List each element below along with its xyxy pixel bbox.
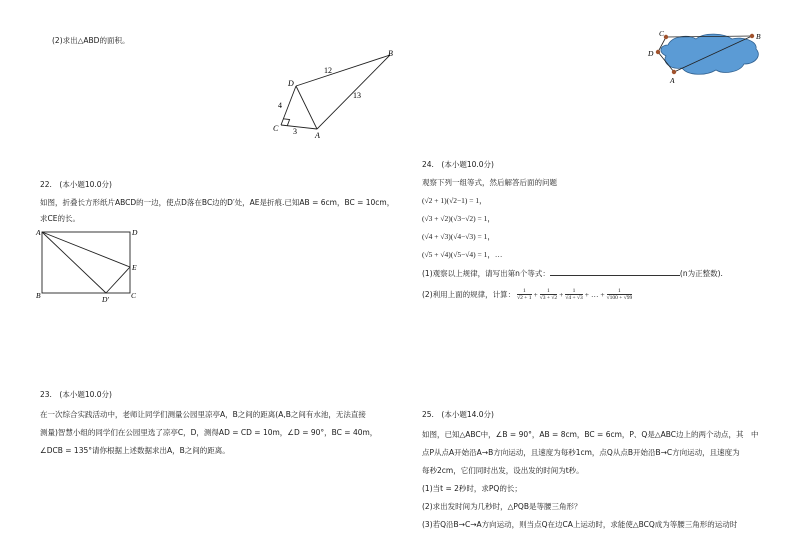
segment-ca <box>281 125 317 129</box>
q24-part-1-prompt: (1)观察以上规律，请写出第n个等式： <box>422 269 550 278</box>
q24-part-1-suffix: (n为正整数). <box>679 269 723 278</box>
q24-equation-1: (√2 + 1)(√2−1) = 1， <box>422 196 487 205</box>
segment-da <box>296 86 317 129</box>
q24-intro: 观察下列一组等式，然后解答后面的问题 <box>422 178 557 187</box>
fraction-2: $\frac{1}{√3 + √2}$ <box>539 288 558 301</box>
segment-dpe <box>106 267 130 293</box>
q23-pond-figure <box>636 26 770 90</box>
q25-part-3: (3)若Q沿B→C→A方向运动，则当点Q在边CA上运动时，求能使△BCQ成为等腰三角形的运动时 <box>422 520 738 529</box>
q24-equation-3: (√4 + √3)(√4−√3) = 1， <box>422 232 495 241</box>
q23-line-2: 测量)智慧小组的同学们在公园里选了凉亭C，D，测得AD = CD = 10m，∠D = 90°，BC = 40m， <box>40 428 378 437</box>
q22-header: 22. (本小题10.0分) <box>40 180 112 189</box>
label-d: D <box>132 228 138 237</box>
q22-rectangle-figure <box>34 224 150 304</box>
label-b: B <box>388 49 393 58</box>
segment-db <box>296 55 390 86</box>
q24-header: 24. (本小题10.0分) <box>422 160 494 169</box>
q22-line-2: 求CE的长。 <box>40 214 80 223</box>
pavilion-c-marker <box>664 35 668 39</box>
label-a: A <box>36 228 41 237</box>
q25-header: 25. (本小题14.0分) <box>422 410 494 419</box>
label-c: C <box>273 124 279 133</box>
q22-line-1: 如图，折叠长方形纸片ABCD的一边，使点D落在BC边的D′处，AE是折痕.已知AB = 6cm，BC = 10cm， <box>40 198 395 207</box>
answer-blank <box>550 268 680 276</box>
fraction-1: 1 √2 + 1 <box>517 288 532 301</box>
q25-line-1: 如图，已知△ABC中，∠B = 90°，AB = 8cm，BC = 6cm，P、Q是△ABC边上的两个动点，其 中 <box>422 430 759 439</box>
q21-triangle-figure <box>268 48 398 140</box>
right-angle-mark <box>284 119 290 126</box>
q23-line-1: 在一次综合实践活动中，老师让同学们测量公园里凉亭A，B之间的距离(A,B之间有水池，无法直接 <box>40 410 366 419</box>
fold-line-ae <box>42 232 130 267</box>
pavilion-b-marker <box>750 34 754 38</box>
label-d-prime: D′ <box>102 295 110 304</box>
length-ca: 3 <box>293 127 297 136</box>
segment-cb <box>666 36 752 37</box>
q23-line-3: ∠DCB = 135°请你根据上述数据求出A，B之间的距离。 <box>40 446 230 455</box>
fraction-last: $\frac{1}{√100 + √99}$ <box>606 288 633 301</box>
label-c: C <box>659 29 665 38</box>
q25-part-1: (1)当t = 2秒时，求PQ的长； <box>422 484 522 493</box>
q25-line-2: 点P从点A开始沿A→B方向运动，且速度为每秒1cm，点Q从点B开始沿B→C方向运动，且速度为 <box>422 448 740 457</box>
label-a: A <box>315 131 320 140</box>
q21-part2-text: (2)求出△ABD的面积。 <box>52 36 130 45</box>
length-db: 12 <box>324 66 332 75</box>
label-b: B <box>756 32 761 41</box>
pavilion-a-marker <box>672 70 676 74</box>
q23-header: 23. (本小题10.0分) <box>40 390 112 399</box>
segment-adp <box>42 232 106 293</box>
q24-equation-4: (√5 + √4)(√5−√4) = 1，… <box>422 250 503 259</box>
length-dc: 4 <box>278 101 282 110</box>
fraction-3: $\frac{1}{√4 + √3}$ <box>565 288 583 301</box>
q25-line-3: 每秒2cm，它们同时出发，设出发的时间为t秒。 <box>422 466 584 475</box>
label-c: C <box>131 291 137 300</box>
q25-part-2: (2)求出发时间为几秒时，△PQB是等腰三角形？ <box>422 502 582 511</box>
q24-part-2: (2)利用上面的规律，计算： 1 √2 + 1 + $\frac{1}{√3 + √2}$ + $\frac{1}{√4 + √3}$ + … + $\frac{1}{√100 + √99}$ <box>422 288 633 301</box>
q24-part-2-prompt: (2)利用上面的规律，计算： <box>422 289 516 299</box>
label-a: A <box>670 76 675 85</box>
length-ab: 13 <box>353 91 361 100</box>
label-b: B <box>36 291 41 300</box>
rectangle-abcd <box>42 232 130 293</box>
label-e: E <box>132 263 137 272</box>
q24-part-1 <box>422 268 723 279</box>
label-d: D <box>288 79 294 88</box>
label-d: D <box>648 49 654 58</box>
q24-equation-2: (√3 + √2)(√3−√2) = 1， <box>422 214 495 223</box>
pavilion-d-marker <box>656 50 660 54</box>
